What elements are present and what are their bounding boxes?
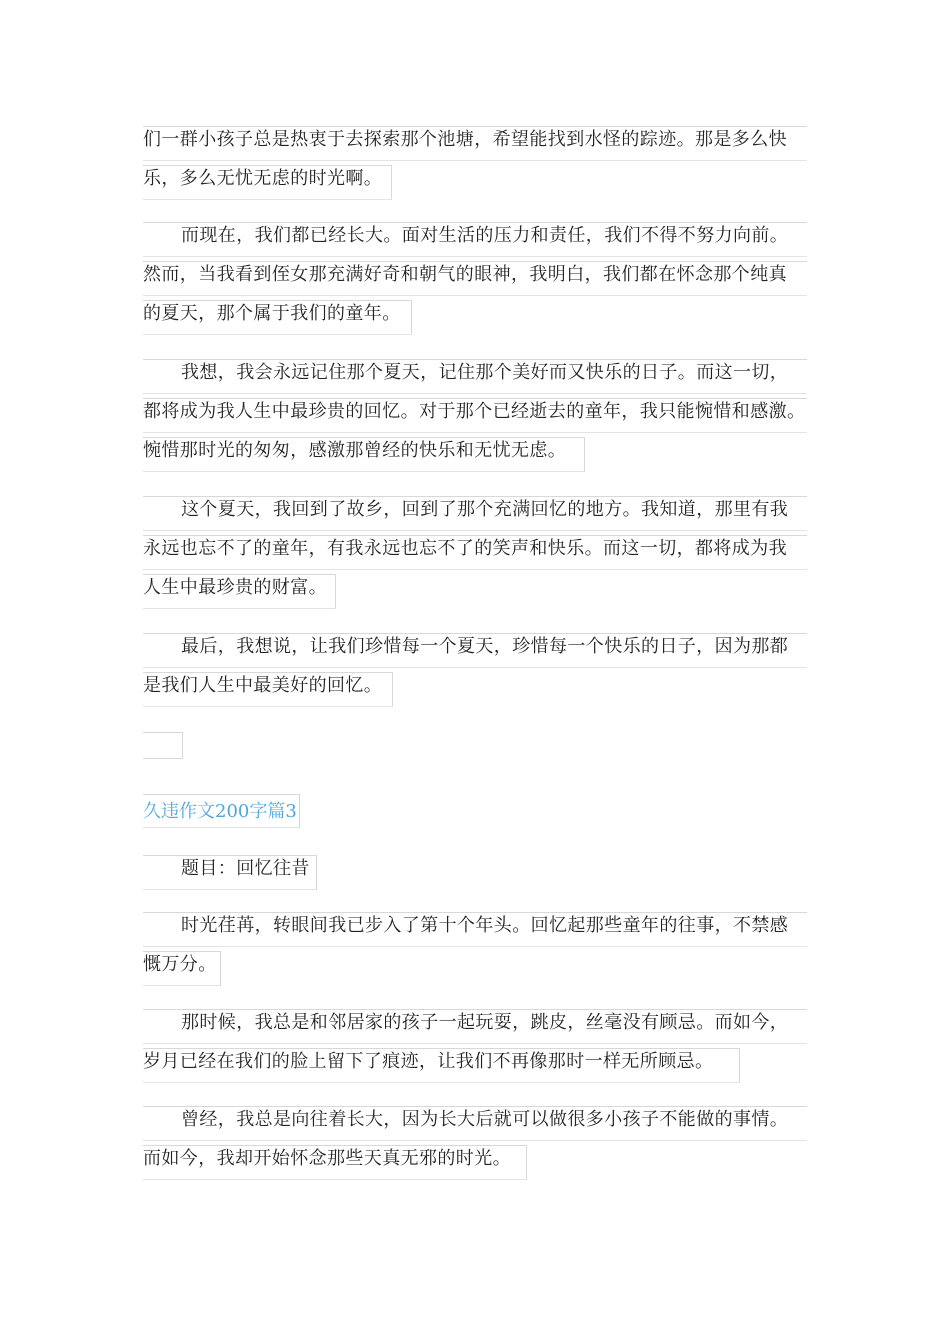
paragraph-5 bbox=[143, 629, 807, 707]
paragraph-4 bbox=[143, 492, 807, 609]
essay-title bbox=[143, 851, 807, 890]
paragraph-7 bbox=[143, 1005, 807, 1083]
paragraph-line: 是我们人生中最美好的回忆。 bbox=[143, 668, 807, 707]
paragraph-line: 题目：回忆往昔 bbox=[143, 851, 807, 890]
paragraph-line: 们一群小孩子总是热衷于去探索那个池塘，希望能找到水怪的踪迹。那是多么快 bbox=[143, 122, 807, 161]
paragraph-3 bbox=[143, 355, 807, 472]
paragraph-line: 我想，我会永远记住那个夏天，记住那个美好而又快乐的日子。而这一切， bbox=[143, 355, 807, 394]
paragraph-line: 然而，当我看到侄女那充满好奇和朝气的眼神，我明白，我们都在怀念那个纯真 bbox=[143, 257, 807, 296]
paragraph-8 bbox=[143, 1102, 807, 1180]
paragraph-line: 这个夏天，我回到了故乡，回到了那个充满回忆的地方。我知道，那里有我 bbox=[143, 492, 807, 531]
paragraph-line: 慨万分。 bbox=[143, 947, 807, 986]
paragraph-line: 乐，多么无忧无虑的时光啊。 bbox=[143, 161, 807, 200]
paragraph-line: 岁月已经在我们的脸上留下了痕迹，让我们不再像那时一样无所顾忌。 bbox=[143, 1044, 807, 1083]
paragraph-line: 而现在，我们都已经长大。面对生活的压力和责任，我们不得不努力向前。 bbox=[143, 218, 807, 257]
paragraph-line: 曾经，我总是向往着长大，因为长大后就可以做很多小孩子不能做的事情。 bbox=[143, 1102, 807, 1141]
paragraph-line: 惋惜那时光的匆匆，感激那曾经的快乐和无忧无虑。 bbox=[143, 433, 807, 472]
paragraph-line: 时光荏苒，转眼间我已步入了第十个年头。回忆起那些童年的往事，不禁感 bbox=[143, 908, 807, 947]
paragraph-line: 永远也忘不了的童年，有我永远也忘不了的笑声和快乐。而这一切，都将成为我 bbox=[143, 531, 807, 570]
paragraph-2 bbox=[143, 218, 807, 335]
paragraph-line: 最后，我想说，让我们珍惜每一个夏天，珍惜每一个快乐的日子，因为那都 bbox=[143, 629, 807, 668]
empty-paragraph-box bbox=[143, 732, 183, 759]
section-heading: 久违作文200字篇3 bbox=[143, 794, 300, 828]
paragraph-6 bbox=[143, 908, 807, 986]
paragraph-line: 那时候，我总是和邻居家的孩子一起玩耍，跳皮，丝毫没有顾忌。而如今， bbox=[143, 1005, 807, 1044]
paragraph-line: 的夏天，那个属于我们的童年。 bbox=[143, 296, 807, 335]
paragraph-line: 都将成为我人生中最珍贵的回忆。对于那个已经逝去的童年，我只能惋惜和感激。 bbox=[143, 394, 807, 433]
paragraph-line: 人生中最珍贵的财富。 bbox=[143, 570, 807, 609]
paragraph-1 bbox=[143, 122, 807, 200]
paragraph-line: 而如今，我却开始怀念那些天真无邪的时光。 bbox=[143, 1141, 807, 1180]
